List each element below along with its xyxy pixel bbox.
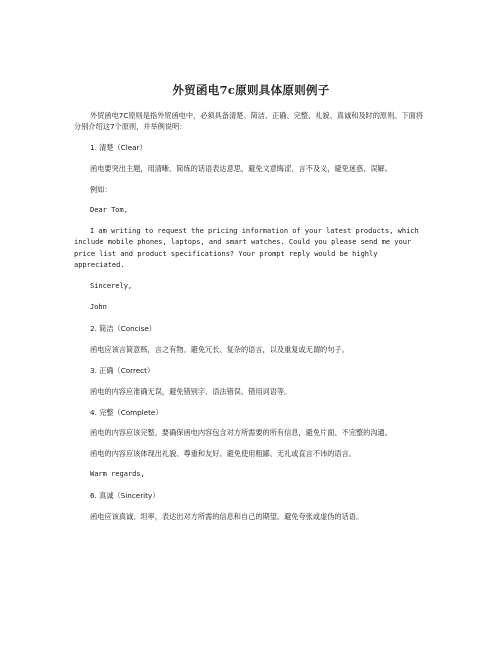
paragraph: 函电应该真诚、坦率，表达出对方所需的信息和自己的期望。避免夸张或虚伪的话语。	[90, 512, 364, 522]
letter-closing: Sincerely,	[90, 282, 133, 291]
section-heading: 3. 正确（Correct）	[90, 365, 155, 375]
section-heading: 6. 真诚（Sincerity）	[90, 491, 160, 501]
letter-closing: Warm regards,	[90, 470, 145, 479]
section-heading: 4. 完整（Complete）	[90, 407, 163, 417]
paragraph: 例如：	[90, 185, 112, 195]
document-body	[74, 110, 428, 522]
section-heading: 2. 简洁（Concise）	[90, 323, 156, 333]
section-heading: 1. 清楚（Clear）	[90, 143, 147, 153]
letter-body: I am writing to request the pricing information of your latest products, which include mobile phones, laptops, and smart watches. Could you please send me your price list and product specifications? Your prompt reply would be highly appreciated.	[74, 226, 419, 270]
paragraph: 函电的内容应准确无误，避免错别字、语法错误、错用词语等。	[90, 386, 292, 396]
letter-signature: John	[90, 302, 107, 311]
paragraph: 外贸函电7C原则是指外贸函电中，必须具备清楚、简洁、正确、完整、礼貌、真诚和及时的原则。下面将分别介绍这7个原则，并举例说明：	[74, 111, 424, 132]
letter-salutation: Dear Tom,	[90, 206, 128, 215]
paragraph: 函电应该言简意赅，言之有物。避免冗长、复杂的语言，以及重复或无谓的句子。	[90, 344, 349, 354]
paragraph: 函电要突出主题，用清晰、简练的话语表达意思，避免文意晦涩、言不及义，避免迷惑、误解。	[90, 164, 392, 174]
document-title: 外贸函电7c原则具体原则例子	[172, 83, 330, 97]
paragraph: 函电的内容应该体现出礼貌、尊重和友好。避免使用粗鄙、无礼或直言不讳的语言。	[90, 449, 356, 459]
paragraph: 函电的内容应该完整，要确保函电内容包含对方所需要的所有信息，避免片面、不完整的沟通。	[90, 428, 392, 438]
